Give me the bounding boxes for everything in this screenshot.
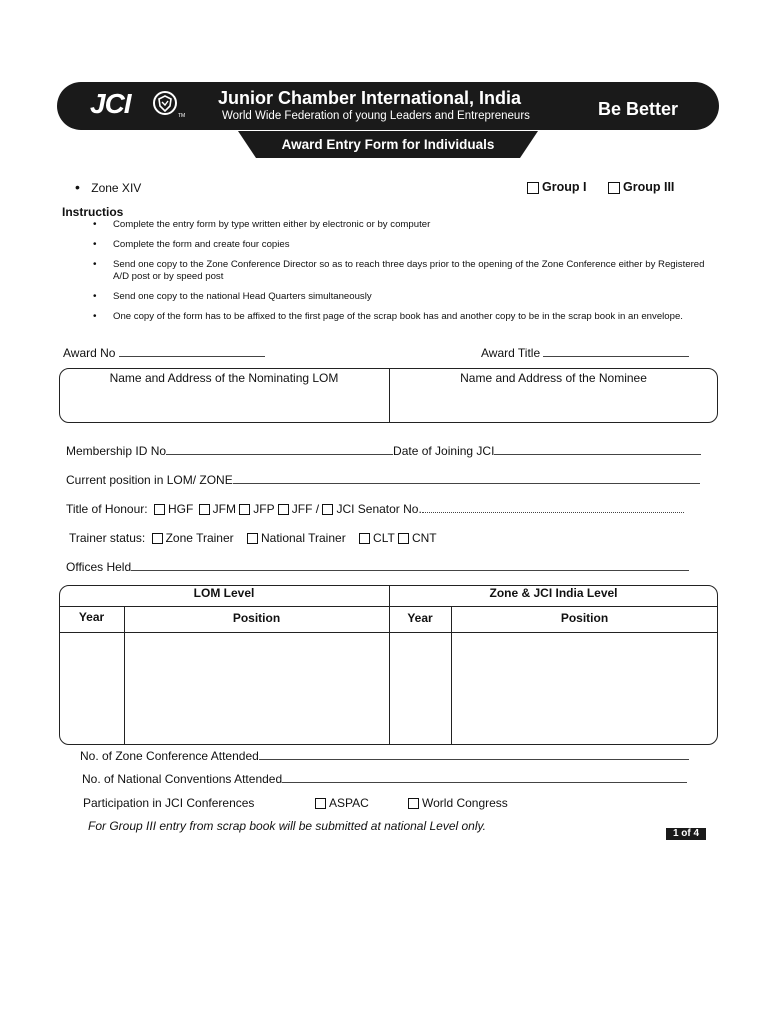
- offices-held-label: Offices Held: [66, 560, 132, 574]
- senator-no-input[interactable]: [422, 502, 684, 513]
- zone-row: [75, 179, 141, 195]
- trainer-clt-option[interactable]: CLT: [359, 531, 395, 545]
- instruction-item: • Send one copy to the national Head Quarters simultaneously: [93, 291, 372, 302]
- honour-hgf-option[interactable]: HGF: [154, 502, 193, 516]
- aspac-checkbox[interactable]: [315, 798, 326, 809]
- award-title-input[interactable]: [543, 346, 689, 357]
- award-title-label: Award Title: [481, 346, 541, 360]
- membership-id-label: Membership ID No: [66, 444, 167, 458]
- trainer-cnt-option[interactable]: CNT: [398, 531, 437, 545]
- trainer-status-field: [69, 531, 437, 545]
- lom-level-header: LOM Level: [193, 586, 255, 600]
- org-title: Junior Chamber International, India: [218, 88, 522, 108]
- award-no-input[interactable]: [119, 346, 265, 357]
- tagline: Be Better: [598, 99, 679, 119]
- honour-senator-checkbox[interactable]: [322, 504, 333, 515]
- group-iii-note: For Group III entry from scrap book will be submitted at national Level only.: [88, 819, 486, 833]
- instruction-item: • One copy of the form has to be affixed to the first page of the scrap book has and another copy to be in the scrap book in an envelope.: [93, 311, 683, 322]
- trainer-zone-option[interactable]: Zone Trainer: [152, 531, 234, 545]
- lom-year-header: Year: [78, 610, 105, 624]
- page-number: 1 of 4: [666, 828, 706, 840]
- date-joining-input[interactable]: [494, 444, 701, 455]
- trademark-mark: TM: [178, 113, 186, 119]
- instruction-item: • Complete the form and create four copies: [93, 239, 290, 250]
- instructions-heading: Instructios: [62, 205, 124, 219]
- nominating-lom-label: Name and Address of the Nominating LOM: [109, 371, 339, 385]
- current-position-label: Current position in LOM/ ZONE: [66, 473, 233, 487]
- national-conventions-field[interactable]: [82, 772, 687, 786]
- award-no-field[interactable]: [63, 346, 265, 360]
- honour-hgf-checkbox[interactable]: [154, 504, 165, 515]
- form-title: Award Entry Form for Individuals: [281, 137, 495, 152]
- offices-held-field[interactable]: [66, 560, 689, 574]
- org-subtitle: World Wide Federation of young Leaders and Entrepreneurs: [222, 110, 530, 122]
- honour-senator-option[interactable]: JCI Senator No.: [322, 502, 421, 516]
- instruction-item: • Complete the entry form by type written either by electronic or by computer: [93, 219, 431, 230]
- group-3-label: Group III: [623, 180, 675, 194]
- world-congress-checkbox[interactable]: [408, 798, 419, 809]
- trainer-cnt-checkbox[interactable]: [398, 533, 409, 544]
- award-no-label: Award No: [63, 346, 116, 360]
- world-congress-option[interactable]: World Congress: [408, 796, 508, 810]
- lom-position-header: Position: [232, 611, 281, 625]
- group-3-option[interactable]: [608, 180, 674, 194]
- group-1-option[interactable]: [527, 180, 586, 194]
- participation-label: Participation in JCI Conferences: [83, 796, 255, 810]
- zone-year-header: Year: [407, 611, 433, 625]
- offices-table-body[interactable]: [60, 634, 717, 742]
- honour-jfm-option[interactable]: JFM: [199, 502, 236, 516]
- award-title-field[interactable]: [481, 346, 689, 360]
- trainer-zone-checkbox[interactable]: [152, 533, 163, 544]
- participation-field: [83, 796, 254, 810]
- trainer-status-label: Trainer status:: [69, 531, 146, 545]
- bullet-icon: •: [75, 179, 80, 195]
- zone-position-header: Position: [560, 611, 609, 625]
- nominating-lom-input[interactable]: [64, 390, 384, 418]
- jci-logo: JCI: [90, 88, 131, 119]
- membership-id-input[interactable]: [166, 444, 393, 455]
- nominee-label: Name and Address of the Nominee: [460, 371, 647, 385]
- trainer-clt-checkbox[interactable]: [359, 533, 370, 544]
- zone-conference-label: No. of Zone Conference Attended: [80, 749, 259, 763]
- title-of-honour-field: [66, 502, 684, 516]
- membership-id-field[interactable]: [66, 444, 701, 458]
- instruction-item: • Send one copy to the Zone Conference Director so as to reach three days prior to the opening of the Zone Conference either by Registered A/D post or by speed post: [93, 259, 705, 282]
- honour-jff-checkbox[interactable]: [278, 504, 289, 515]
- offices-held-input[interactable]: [131, 560, 689, 571]
- current-position-input[interactable]: [233, 473, 700, 484]
- aspac-option[interactable]: ASPAC: [315, 796, 369, 810]
- date-joining-label: Date of Joining JCI: [393, 444, 495, 458]
- honour-jfm-checkbox[interactable]: [199, 504, 210, 515]
- zone-conference-input[interactable]: [259, 749, 689, 760]
- group-3-checkbox[interactable]: [608, 182, 620, 194]
- honour-jfp-checkbox[interactable]: [239, 504, 250, 515]
- honour-jff-option[interactable]: JFF /: [278, 502, 319, 516]
- group-1-label: Group I: [542, 180, 587, 194]
- current-position-field[interactable]: [66, 473, 700, 487]
- jci-emblem-icon: [152, 90, 178, 121]
- zone-level-header: Zone & JCI India Level: [489, 586, 618, 600]
- national-conventions-label: No. of National Conventions Attended: [82, 772, 283, 786]
- title-of-honour-label: Title of Honour:: [66, 502, 148, 516]
- national-conventions-input[interactable]: [282, 772, 687, 783]
- group-1-checkbox[interactable]: [527, 182, 539, 194]
- honour-jfp-option[interactable]: JFP: [239, 502, 274, 516]
- zone-conference-field[interactable]: [80, 749, 689, 763]
- zone-label: Zone XIV: [91, 181, 142, 195]
- trainer-national-option[interactable]: National Trainer: [247, 531, 346, 545]
- trainer-national-checkbox[interactable]: [247, 533, 258, 544]
- nominee-input[interactable]: [394, 390, 714, 418]
